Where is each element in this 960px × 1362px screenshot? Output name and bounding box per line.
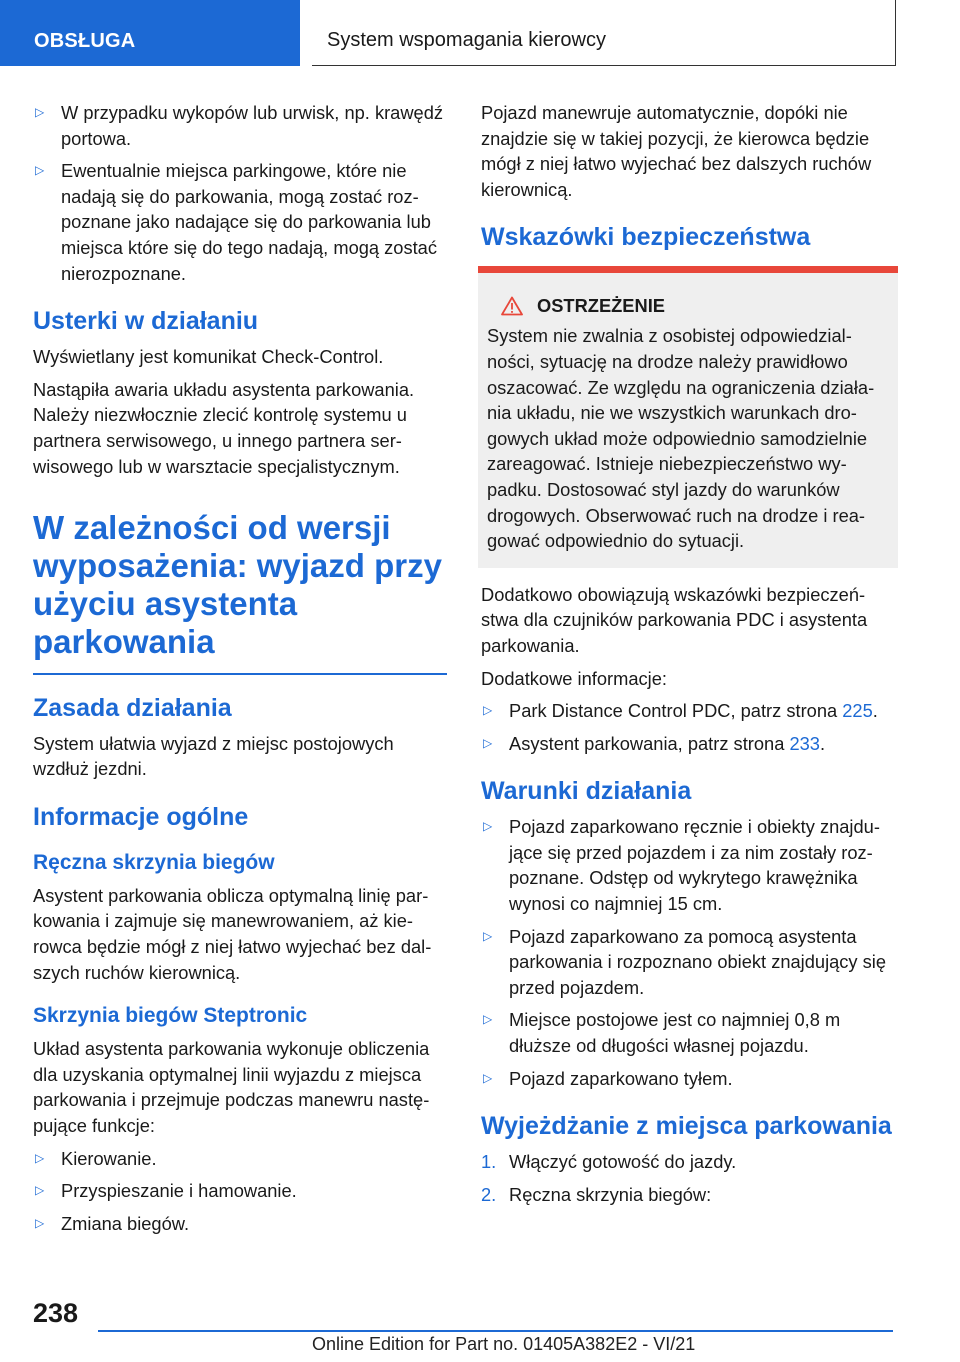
- triangle-bullet-icon: ▷: [483, 1012, 493, 1027]
- heading-steptronic: Skrzynia biegów Steptronic: [33, 1004, 308, 1028]
- heading-safety: Wskazówki bezpieczeństwa: [481, 223, 811, 252]
- step-number: 1.: [481, 1151, 497, 1173]
- paragraph: Dodatkowo obowiązują wskazówki bezpieczeństwa dla czujników parkowania PDC i asystenta parkowania.: [481, 583, 868, 656]
- step-item: 2. Ręczna skrzynia biegów:: [481, 1182, 895, 1208]
- list-item: ▷ Kierowanie.: [33, 1146, 447, 1172]
- paragraph: Dodatkowe informacje:: [481, 667, 667, 689]
- heading-usterki: Usterki w działaniu: [33, 307, 259, 336]
- heading-wyjezdzanie: Wyjeżdżanie z miejsca parkowania: [481, 1112, 892, 1141]
- page-number: 238: [33, 1298, 79, 1328]
- paragraph: Pojazd manewruje automatycznie, dopóki nie znajdzie się w takiej pozycji, że kierowca będzie mógł z niej łatwo wyjechać bez dalszych ruchów kierownicą.: [481, 102, 872, 200]
- warning-header: [487, 295, 890, 317]
- warning-triangle-icon: [501, 296, 523, 316]
- chapter-divider: [33, 673, 447, 675]
- footer-divider: [98, 1330, 893, 1332]
- triangle-bullet-icon: ▷: [35, 1150, 45, 1165]
- page-link[interactable]: 225: [842, 700, 873, 722]
- step-number: 2.: [481, 1183, 497, 1205]
- warning-label: OSTRZEŻENIE: [537, 295, 665, 317]
- triangle-bullet-icon: ▷: [483, 735, 493, 750]
- list-item: ▷ Pojazd zaparkowano tyłem.: [481, 1066, 895, 1092]
- heading-zasada: Zasada działania: [33, 693, 232, 722]
- list-item: ▷ Przyspieszanie i hamowanie.: [33, 1178, 447, 1204]
- page-header: [0, 0, 960, 66]
- paragraph: Wyświetlany jest komunikat Check-Control.: [33, 346, 384, 368]
- triangle-bullet-icon: ▷: [483, 703, 493, 718]
- paragraph: Nastąpiła awaria układu asystenta parkowania. Należy niezwłocznie zlecić kontrolę systemu u partnera serwisowego, u innego partnera serwisowego lub w warsztacie specjalistycznym.: [33, 378, 415, 477]
- step-item: 1. Włączyć gotowość do jazdy.: [481, 1149, 895, 1175]
- heading-informacje: Informacje ogólne: [33, 802, 249, 831]
- paragraph: Układ asystenta parkowania wykonuje obliczenia dla uzyskania optymalnej linii wyjazdu z miejsca parkowania i przejmuje podczas manewru następujące funkcje:: [33, 1038, 430, 1136]
- triangle-bullet-icon: ▷: [483, 819, 493, 834]
- list-item: ▷ Ewentualnie miejsca parkingowe, które nie nadają się do parkowania, mogą zostać rozpoznane jako nadające się do parkowania lub miejsca które się do tego nadają, mogą zostać nierozpoznane.: [35, 160, 437, 284]
- triangle-bullet-icon: ▷: [483, 1070, 493, 1085]
- triangle-bullet-icon: ▷: [483, 928, 493, 943]
- section-title: System wspomagania kierowcy: [312, 0, 896, 66]
- list-item: ▷ Pojazd zaparkowano ręcznie i obiekty znajdujące się przed pojazdem i za nim zostały rozpoznane. Odstęp od wykrytego krawężnika wynosi co najmniej 15 cm.: [483, 816, 880, 915]
- section-tab: OBSŁUGA: [0, 0, 300, 66]
- warning-text: System nie zwalnia z osobistej odpowiedzialności, sytuację na drodze należy prawidłowo oszacować. Ze względu na ograniczenia działania układu, nie we wszystkich warunkach drogowych układ może odpowiednio samodzielnie zareagować. Istnieje niebezpieczeństwo wypadku. Dostosować styl jazdy do warunków drogowych. Obserwować ruch na drodze i reagować odpowiednio do sytuacji.: [487, 325, 875, 552]
- triangle-bullet-icon: ▷: [35, 105, 45, 119]
- triangle-bullet-icon: ▷: [35, 1215, 45, 1230]
- page-link[interactable]: 233: [789, 732, 820, 754]
- paragraph: System ułatwia wyjazd z miejsc postojowych wzdłuż jezdni.: [33, 732, 394, 780]
- chapter-title: W zależności od wersji wyposażenia: wyjazd przy użyciu asystenta parkowania: [33, 509, 442, 661]
- list-item: ▷ Zmiana biegów.: [33, 1211, 447, 1237]
- heading-reczna: Ręczna skrzynia biegów: [33, 850, 275, 874]
- list-item: ▷ W przypadku wykopów lub urwisk, np. krawędź portowa.: [35, 102, 444, 149]
- left-column: [33, 100, 447, 1243]
- triangle-bullet-icon: ▷: [35, 1183, 45, 1198]
- triangle-bullet-icon: ▷: [35, 163, 45, 178]
- edition-note: Online Edition for Part no. 01405A382E2 - VI/21: [312, 1334, 696, 1354]
- heading-warunki: Warunki działania: [481, 777, 692, 806]
- list-item: ▷ Park Distance Control PDC, patrz strona 225.: [481, 698, 895, 724]
- list-item: ▷ Miejsce postojowe jest co najmniej 0,8 m dłuższe od długości własnej pojazdu.: [483, 1009, 841, 1057]
- list-item: ▷ Asystent parkowania, patrz strona 233.: [481, 731, 895, 757]
- right-column: [481, 100, 895, 1214]
- list-item: ▷ Pojazd zaparkowano za pomocą asystenta parkowania i rozpoznano obiekt znajdujący się przed pojazdem.: [483, 925, 887, 998]
- warning-box: [478, 266, 898, 567]
- paragraph: Asystent parkowania oblicza optymalną linię parkowania i zajmuje się manewrowaniem, aż kierowca będzie mógł z niej łatwo wyjechać bez dalszych ruchów kierownicą.: [33, 884, 432, 983]
